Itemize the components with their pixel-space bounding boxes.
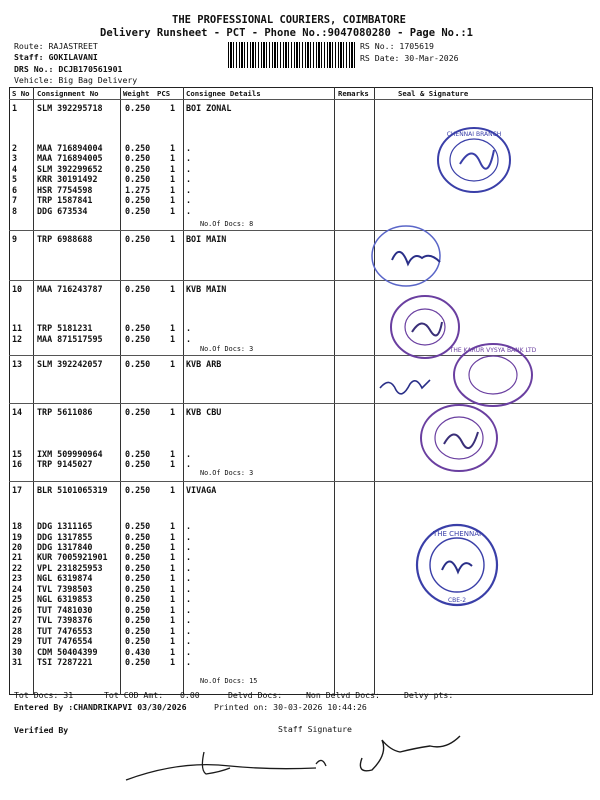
row-consignment: TUT 7481030	[37, 605, 93, 615]
row-consignment: IXM 509990964	[37, 449, 103, 459]
group-total-2: No.Of Docs: 3	[200, 345, 254, 353]
row-sno: 14	[12, 407, 23, 417]
group-total-3: No.Of Docs: 3	[200, 469, 254, 477]
row-consignee: .	[186, 521, 192, 531]
row-sno: 15	[12, 449, 23, 459]
stamp-text-4: CBE-2	[447, 597, 467, 604]
signature-3	[376, 370, 436, 406]
row-weight: 0.250	[125, 103, 151, 113]
row-pcs: 1	[170, 615, 176, 625]
row-weight: 0.250	[125, 552, 151, 562]
row-consignee: KVB MAIN	[186, 284, 227, 294]
row-consignment: TVL 7398376	[37, 615, 93, 625]
row-consignment: TSI 7287221	[37, 657, 93, 667]
row-sno: 7	[12, 195, 18, 205]
row-sno: 23	[12, 573, 23, 583]
row-consignee: .	[186, 164, 192, 174]
stamp-text-2: THE KARUR VYSYA BANK LTD	[450, 347, 536, 354]
row-consignee: .	[186, 206, 192, 216]
row-consignee: .	[186, 584, 192, 594]
row-pcs: 1	[170, 605, 176, 615]
row-weight: 0.250	[125, 542, 151, 552]
row-pcs: 1	[170, 323, 176, 333]
row-consignment: TRP 5611086	[37, 407, 93, 417]
row-weight: 0.250	[125, 143, 151, 153]
row-consignment: VPL 231825953	[37, 563, 103, 573]
row-pcs: 1	[170, 594, 176, 604]
row-consignment: TRP 1587841	[37, 195, 93, 205]
row-pcs: 1	[170, 542, 176, 552]
row-sno: 27	[12, 615, 23, 625]
col-consignee: Consignee Details	[186, 89, 261, 98]
row-consignee: .	[186, 615, 192, 625]
row-sno: 20	[12, 542, 23, 552]
row-sno: 12	[12, 334, 23, 344]
row-sno: 19	[12, 532, 23, 542]
row-weight: 0.250	[125, 323, 151, 333]
chennai-stamp	[414, 522, 500, 608]
col-remarks: Remarks	[338, 89, 369, 98]
row-pcs: 1	[170, 407, 176, 417]
row-sno: 29	[12, 636, 23, 646]
row-pcs: 1	[170, 195, 176, 205]
stamp-text-3: THE CHENNAI	[432, 530, 482, 538]
row-weight: 0.250	[125, 605, 151, 615]
row-weight: 0.250	[125, 636, 151, 646]
row-weight: 0.250	[125, 485, 151, 495]
row-consignee: .	[186, 185, 192, 195]
entered-by: Entered By :CHANDRIKAPVI 03/30/2026	[14, 702, 187, 712]
row-pcs: 1	[170, 459, 176, 469]
row-consignment: DDG 1317840	[37, 542, 93, 552]
col-weight: Weight	[123, 89, 150, 98]
row-consignee: .	[186, 636, 192, 646]
row-consignment: HSR 7754598	[37, 185, 93, 195]
row-pcs: 1	[170, 153, 176, 163]
row-weight: 0.250	[125, 334, 151, 344]
row-weight: 0.250	[125, 584, 151, 594]
row-consignee: .	[186, 459, 192, 469]
row-pcs: 1	[170, 647, 176, 657]
row-weight: 0.250	[125, 359, 151, 369]
row-consignment: CDM 50404399	[37, 647, 98, 657]
row-consignee: .	[186, 195, 192, 205]
group-total-4: No.Of Docs: 15	[200, 677, 258, 685]
row-consignment: BLR 5101065319	[37, 485, 108, 495]
row-pcs: 1	[170, 521, 176, 531]
stamp-text-1: CHENNAI BRANCH	[446, 131, 502, 138]
delivered-docs: Delvd Docs:	[228, 690, 283, 700]
row-pcs: 1	[170, 485, 176, 495]
row-sno: 30	[12, 647, 23, 657]
row-consignment: DDG 673534	[37, 206, 88, 216]
row-pcs: 1	[170, 284, 176, 294]
company-title: THE PROFESSIONAL COURIERS, COIMBATORE	[172, 14, 406, 26]
row-consignment: KUR 7005921901	[37, 552, 108, 562]
bank-stamp-5	[418, 402, 500, 474]
row-weight: 0.250	[125, 532, 151, 542]
row-pcs: 1	[170, 626, 176, 636]
row-consignee: .	[186, 626, 192, 636]
row-pcs: 1	[170, 552, 176, 562]
delivery-points: Delvy pts:	[404, 690, 454, 700]
col-seal-signature: Seal & Signature	[398, 89, 469, 98]
row-consignment: TRP 6988688	[37, 234, 93, 244]
row-pcs: 1	[170, 584, 176, 594]
bank-stamp-2	[370, 222, 454, 290]
row-sno: 10	[12, 284, 23, 294]
row-weight: 0.250	[125, 407, 151, 417]
row-consignment: MAA 716894005	[37, 153, 103, 163]
row-sno: 13	[12, 359, 23, 369]
row-sno: 2	[12, 143, 18, 153]
row-consignment: TUT 7476553	[37, 626, 93, 636]
row-weight: 0.250	[125, 657, 151, 667]
col-sno: S No	[12, 89, 30, 98]
row-weight: 0.250	[125, 284, 151, 294]
row-sno: 11	[12, 323, 23, 333]
row-sno: 24	[12, 584, 23, 594]
drs-label: DRS No.: DCJB170561901	[14, 64, 123, 74]
row-sno: 3	[12, 153, 18, 163]
col-consignment: Consignment No	[37, 89, 99, 98]
row-sno: 21	[12, 552, 23, 562]
row-sno: 22	[12, 563, 23, 573]
row-weight: 0.250	[125, 234, 151, 244]
row-consignee: .	[186, 594, 192, 604]
row-consignee: .	[186, 657, 192, 667]
row-consignment: KRR 30191492	[37, 174, 98, 184]
row-consignment: SLM 392242057	[37, 359, 103, 369]
row-weight: 1.275	[125, 185, 151, 195]
row-consignee: .	[186, 563, 192, 573]
row-consignee: VIVAGA	[186, 485, 217, 495]
row-pcs: 1	[170, 636, 176, 646]
row-weight: 0.430	[125, 647, 151, 657]
row-sno: 8	[12, 206, 18, 216]
row-consignment: TRP 9145027	[37, 459, 93, 469]
row-pcs: 1	[170, 103, 176, 113]
row-consignee: .	[186, 449, 192, 459]
row-pcs: 1	[170, 174, 176, 184]
non-delivered-docs: Non Delvd Docs:	[306, 690, 380, 700]
staff-label: Staff: GOKILAVANI	[14, 52, 98, 62]
row-consignee: .	[186, 334, 192, 344]
vehicle-label: Vehicle: Big Bag Delivery	[14, 75, 138, 85]
staff-signature-label: Staff Signature	[278, 724, 352, 734]
row-weight: 0.250	[125, 164, 151, 174]
row-consignee: BOI ZONAL	[186, 103, 232, 113]
row-consignee: KVB ARB	[186, 359, 222, 369]
row-weight: 0.250	[125, 563, 151, 573]
row-weight: 0.250	[125, 626, 151, 636]
row-consignment: TRP 5181231	[37, 323, 93, 333]
row-weight: 0.250	[125, 449, 151, 459]
row-consignment: MAA 871517595	[37, 334, 103, 344]
row-weight: 0.250	[125, 195, 151, 205]
rs-number: RS No.: 1705619	[360, 41, 434, 51]
row-sno: 28	[12, 626, 23, 636]
row-pcs: 1	[170, 657, 176, 667]
row-sno: 26	[12, 605, 23, 615]
row-consignment: TVL 7398503	[37, 584, 93, 594]
row-pcs: 1	[170, 164, 176, 174]
row-sno: 31	[12, 657, 23, 667]
barcode	[228, 42, 356, 68]
row-consignment: TUT 7476554	[37, 636, 93, 646]
row-weight: 0.250	[125, 594, 151, 604]
runsheet-subtitle: Delivery Runsheet - PCT - Phone No.:9047080280 - Page No.:1	[100, 27, 473, 39]
row-sno: 17	[12, 485, 23, 495]
row-pcs: 1	[170, 185, 176, 195]
row-pcs: 1	[170, 359, 176, 369]
row-consignment: SLM 392295718	[37, 103, 103, 113]
total-docs: Tot Docs: 31	[14, 690, 74, 700]
group-total-1: No.Of Docs: 8	[200, 220, 254, 228]
row-consignee: .	[186, 542, 192, 552]
row-pcs: 1	[170, 563, 176, 573]
row-consignment: MAA 716894004	[37, 143, 103, 153]
bank-stamp-4	[450, 340, 536, 410]
row-consignee: .	[186, 605, 192, 615]
row-consignment: SLM 392299652	[37, 164, 103, 174]
row-sno: 18	[12, 521, 23, 531]
row-pcs: 1	[170, 449, 176, 459]
row-pcs: 1	[170, 573, 176, 583]
row-consignee: .	[186, 647, 192, 657]
row-consignment: NGL 6319853	[37, 594, 93, 604]
row-consignee: KVB CBU	[186, 407, 222, 417]
row-sno: 5	[12, 174, 18, 184]
row-pcs: 1	[170, 532, 176, 542]
row-pcs: 1	[170, 234, 176, 244]
row-pcs: 1	[170, 206, 176, 216]
row-weight: 0.250	[125, 174, 151, 184]
row-sno: 6	[12, 185, 18, 195]
row-consignee: BOI MAIN	[186, 234, 227, 244]
row-consignment: MAA 716243787	[37, 284, 103, 294]
row-weight: 0.250	[125, 459, 151, 469]
row-consignment: NGL 6319874	[37, 573, 93, 583]
row-weight: 0.250	[125, 521, 151, 531]
bank-stamp-1	[434, 124, 514, 196]
row-consignment: DDG 1311165	[37, 521, 93, 531]
verified-by: Verified By	[14, 725, 69, 735]
row-consignment: DDG 1317855	[37, 532, 93, 542]
row-weight: 0.250	[125, 153, 151, 163]
row-sno: 9	[12, 234, 18, 244]
row-weight: 0.250	[125, 573, 151, 583]
row-sno: 1	[12, 103, 18, 113]
row-consignee: .	[186, 532, 192, 542]
row-pcs: 1	[170, 334, 176, 344]
row-consignee: .	[186, 573, 192, 583]
row-weight: 0.250	[125, 206, 151, 216]
row-consignee: .	[186, 143, 192, 153]
rs-date: RS Date: 30-Mar-2026	[360, 53, 459, 63]
row-consignee: .	[186, 153, 192, 163]
row-weight: 0.250	[125, 615, 151, 625]
row-sno: 25	[12, 594, 23, 604]
col-pcs: PCS	[157, 89, 171, 98]
printed-on: Printed on: 30-03-2026 10:44:26	[214, 702, 367, 712]
row-consignee: .	[186, 174, 192, 184]
staff-signature	[120, 730, 470, 790]
row-consignee: .	[186, 552, 192, 562]
total-cod-value: 0.00	[180, 690, 200, 700]
row-sno: 16	[12, 459, 23, 469]
row-sno: 4	[12, 164, 18, 174]
row-consignee: .	[186, 323, 192, 333]
row-pcs: 1	[170, 143, 176, 153]
total-cod-label: Tot COD Amt:	[104, 690, 164, 700]
route-label: Route: RAJASTREET	[14, 41, 98, 51]
